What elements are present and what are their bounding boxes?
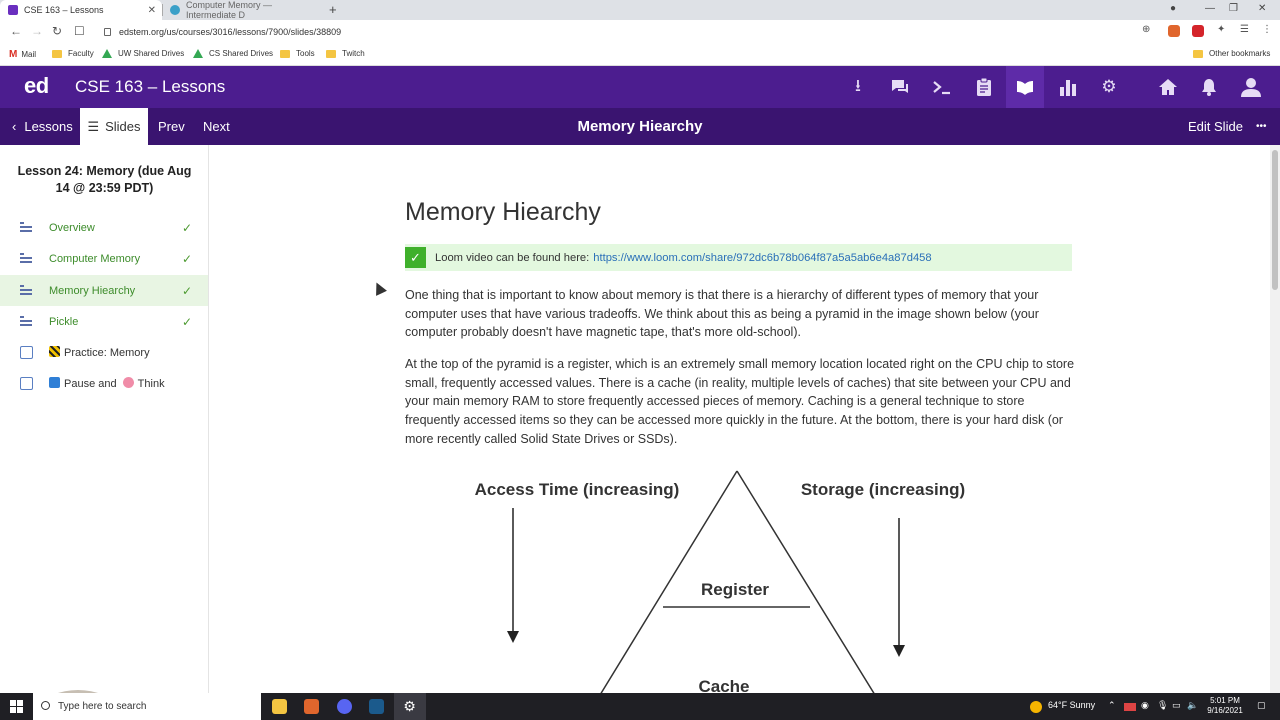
bookmark-other[interactable] bbox=[1193, 49, 1270, 58]
checkmark-icon: ✓ bbox=[181, 220, 192, 235]
scrollbar-thumb[interactable] bbox=[1272, 150, 1278, 290]
ed-favicon-icon bbox=[8, 5, 18, 15]
edit-slide-button[interactable] bbox=[1188, 108, 1243, 145]
prev-label: Prev bbox=[158, 119, 185, 134]
profile-icon[interactable]: ● bbox=[1170, 3, 1177, 14]
bookmark-uw-shared-drives[interactable] bbox=[102, 49, 184, 58]
construction-emoji-icon bbox=[49, 346, 60, 357]
memory-pyramid-diagram bbox=[405, 463, 1075, 693]
settings-icon[interactable]: ⚙ bbox=[1101, 77, 1117, 96]
storage-label: Storage (increasing) bbox=[800, 480, 966, 499]
reload-icon[interactable]: ↻ bbox=[52, 24, 63, 38]
chat-icon[interactable] bbox=[889, 76, 911, 98]
lessons-label: Lessons bbox=[24, 119, 73, 134]
bookmark-faculty[interactable] bbox=[52, 49, 94, 58]
analytics-icon[interactable] bbox=[1057, 76, 1079, 98]
checkmark-icon: ✓ bbox=[181, 314, 192, 329]
gmail-icon: M bbox=[9, 49, 18, 60]
taskbar-search-box[interactable] bbox=[33, 693, 261, 720]
folder-icon bbox=[280, 50, 290, 58]
sidebar-item-label: Pause and Think bbox=[49, 377, 165, 390]
cache-label: Cache bbox=[698, 677, 750, 693]
lesson-title: Lesson 24: Memory (due Aug 14 @ 23:59 PDT) bbox=[17, 164, 192, 195]
bookmark-label: Twitch bbox=[342, 49, 365, 58]
settings-gear-icon[interactable]: ⚙ bbox=[403, 698, 416, 714]
next-button[interactable] bbox=[203, 108, 230, 145]
brave-browser-icon[interactable] bbox=[304, 699, 319, 714]
next-label: Next bbox=[203, 119, 230, 134]
bookmark-twitch[interactable] bbox=[326, 49, 365, 58]
weather-text[interactable]: 64°F Sunny bbox=[1048, 700, 1096, 710]
success-callout bbox=[405, 244, 1072, 271]
course-title[interactable]: CSE 163 – Lessons bbox=[75, 77, 226, 96]
paragraph-1: One thing that is important to know about memory is that there is a hierarchy of different types of memory that your computer uses that have various tradeoffs. We think about this as being a pyramid in the image shown below (your computer probably doesn't have magnetic tape, that's more old-school). bbox=[405, 288, 1039, 340]
register-label: Register bbox=[700, 580, 770, 599]
lessons-icon[interactable] bbox=[1006, 66, 1044, 108]
sidebar-item-pause-and-think[interactable] bbox=[0, 368, 208, 399]
restore-icon[interactable]: ❐ bbox=[1229, 3, 1238, 14]
bookmark-label: CS Shared Drives bbox=[209, 49, 274, 58]
document-icon bbox=[20, 285, 32, 295]
hamburger-icon: ☰ bbox=[87, 118, 100, 134]
slides-button[interactable] bbox=[80, 108, 148, 145]
bookmark-cs-shared-drives[interactable] bbox=[193, 49, 273, 58]
discord-icon[interactable] bbox=[337, 699, 352, 714]
folder-icon bbox=[326, 50, 336, 58]
bell-icon[interactable] bbox=[1198, 76, 1220, 98]
clock-date: 9/16/2021 bbox=[1207, 706, 1243, 715]
chevron-left-icon: ‹ bbox=[12, 119, 17, 134]
sidebar-item-memory-hiearchy[interactable] bbox=[0, 275, 208, 306]
windows-taskbar bbox=[0, 693, 1280, 720]
bookmark-icon[interactable]: ☐ bbox=[74, 24, 85, 38]
download-icon[interactable]: ⭳ bbox=[855, 75, 861, 95]
sidebar-item-label: Memory Hiearchy bbox=[49, 284, 136, 297]
lock-icon bbox=[104, 28, 111, 36]
sidebar-item-practice-memory[interactable] bbox=[0, 337, 208, 368]
globe-favicon-icon bbox=[170, 5, 180, 15]
ed-logo[interactable]: ed bbox=[24, 73, 49, 98]
edit-slide-label: Edit Slide bbox=[1188, 119, 1243, 134]
windows-start-icon[interactable] bbox=[10, 700, 23, 713]
file-explorer-icon[interactable] bbox=[272, 699, 287, 714]
sidebar-item-label: Practice: Memory bbox=[49, 346, 150, 359]
zoom-icon[interactable]: ⊕ bbox=[1142, 24, 1151, 35]
folder-icon bbox=[1193, 50, 1203, 58]
bookmark-label: Mail bbox=[21, 50, 37, 59]
minimize-icon[interactable]: — bbox=[1205, 3, 1215, 14]
reading-list-icon[interactable]: ☰ bbox=[1240, 24, 1249, 35]
slides-label: Slides bbox=[105, 119, 141, 134]
address-bar[interactable] bbox=[98, 22, 1158, 42]
paragraph-2: At the top of the pyramid is a register, which is an extremely small memory location located right on the CPU chip to store small, frequently accessed values. There is a cache (in reality, multiple levels of caches) that site between your CPU and your main memory RAM to store frequently accessed pieces of memory. Caching is a general technique to store frequently accessed items so they can be accessed more quickly in the future. At the bottom, there is your hard disk (or more recently called Solid State Drives or SSDs). bbox=[405, 357, 1075, 446]
sidebar-item-computer-memory[interactable] bbox=[0, 243, 208, 274]
tab-title: Computer Memory — Intermediate D bbox=[186, 0, 273, 20]
document-icon bbox=[20, 222, 32, 232]
quiz-icon bbox=[20, 377, 33, 390]
adobe-extension-icon[interactable] bbox=[1192, 25, 1204, 37]
checkbox-icon: ✓ bbox=[405, 247, 426, 268]
menu-icon[interactable]: ⋮ bbox=[1262, 24, 1272, 35]
slide-title: Memory Hiearchy bbox=[577, 118, 703, 135]
folder-icon bbox=[52, 50, 62, 58]
forward-icon[interactable]: → bbox=[31, 24, 43, 38]
back-icon[interactable]: ← bbox=[10, 24, 22, 38]
browser-tab-active[interactable] bbox=[0, 0, 162, 20]
sidebar-item-label: Pickle bbox=[49, 315, 79, 328]
notifications-icon[interactable]: ▢ bbox=[1257, 700, 1266, 710]
tab-close-icon[interactable]: ✕ bbox=[147, 4, 156, 16]
home-icon[interactable] bbox=[1157, 76, 1179, 98]
weather-sun-icon bbox=[1030, 701, 1042, 713]
brain-emoji-icon bbox=[123, 377, 134, 388]
browser-tab-inactive[interactable] bbox=[162, 0, 324, 20]
loom-link[interactable]: https://www.loom.com/share/972dc6b78b064f87a5a5ab6e4a87d458 bbox=[593, 251, 932, 264]
prev-button[interactable] bbox=[158, 108, 185, 145]
slides-sidebar bbox=[0, 145, 209, 693]
more-options-icon[interactable]: ••• bbox=[1256, 121, 1267, 132]
bookmark-label: Tools bbox=[296, 49, 315, 58]
bookmark-label: UW Shared Drives bbox=[118, 49, 185, 58]
tab-title: CSE 163 – Lessons bbox=[24, 5, 104, 15]
bookmarks-bar bbox=[0, 44, 1280, 66]
taskbar-clock[interactable] bbox=[1200, 696, 1250, 716]
browser-tabstrip bbox=[0, 0, 1280, 20]
document-icon bbox=[20, 316, 32, 326]
network-icon[interactable]: ▭ bbox=[1172, 700, 1181, 710]
tray-app-icon[interactable] bbox=[1124, 703, 1136, 711]
terminal-icon[interactable] bbox=[931, 76, 953, 98]
search-icon bbox=[41, 701, 50, 710]
checkmark-icon: ✓ bbox=[181, 251, 192, 266]
sidebar-item-label: Computer Memory bbox=[49, 252, 141, 265]
search-placeholder: Type here to search bbox=[58, 701, 147, 712]
pause-emoji-icon bbox=[49, 377, 60, 388]
browser-toolbar bbox=[0, 20, 1280, 44]
chevron-up-icon[interactable]: ⌃ bbox=[1108, 700, 1116, 710]
bookmark-label: Other bookmarks bbox=[1209, 49, 1271, 58]
url-text: edstem.org/us/courses/3016/lessons/7900/slides/38809 bbox=[119, 27, 342, 37]
sidebar-item-overview[interactable] bbox=[0, 212, 208, 243]
access-time-label: Access Time (increasing) bbox=[474, 480, 680, 499]
new-tab-icon[interactable]: + bbox=[329, 2, 337, 17]
clock-time: 5:01 PM bbox=[1210, 696, 1240, 705]
lessons-back-button[interactable] bbox=[12, 108, 73, 145]
sidebar-item-pickle[interactable] bbox=[0, 306, 208, 337]
bookmark-tools[interactable] bbox=[280, 49, 315, 58]
close-window-icon[interactable]: ✕ bbox=[1258, 3, 1267, 14]
bookmark-label: Faculty bbox=[68, 49, 94, 58]
volume-icon[interactable]: 🔈 bbox=[1187, 700, 1199, 710]
sidebar-item-label: Overview bbox=[49, 221, 95, 234]
quiz-icon bbox=[20, 346, 33, 359]
brave-shield-icon[interactable] bbox=[1168, 25, 1180, 37]
callout-text: Loom video can be found here: bbox=[435, 251, 590, 264]
microphone-tray-icon[interactable]: 🎙 bbox=[1157, 700, 1169, 710]
slide-content bbox=[210, 145, 1270, 693]
drive-icon bbox=[102, 49, 112, 58]
discord-tray-icon[interactable]: ◉ bbox=[1141, 700, 1149, 710]
drive-icon bbox=[193, 49, 203, 58]
page-title: Memory Hiearchy bbox=[405, 198, 601, 226]
checkmark-icon: ✓ bbox=[181, 283, 192, 298]
document-icon bbox=[20, 253, 32, 263]
lesson-subheader bbox=[0, 108, 1280, 145]
extensions-icon[interactable]: ✦ bbox=[1217, 24, 1226, 35]
bookmark-mail[interactable] bbox=[9, 49, 36, 60]
steam-icon[interactable] bbox=[369, 699, 384, 714]
ed-header bbox=[0, 66, 1280, 108]
clipboard-icon[interactable] bbox=[973, 76, 995, 98]
user-icon[interactable] bbox=[1240, 76, 1262, 98]
